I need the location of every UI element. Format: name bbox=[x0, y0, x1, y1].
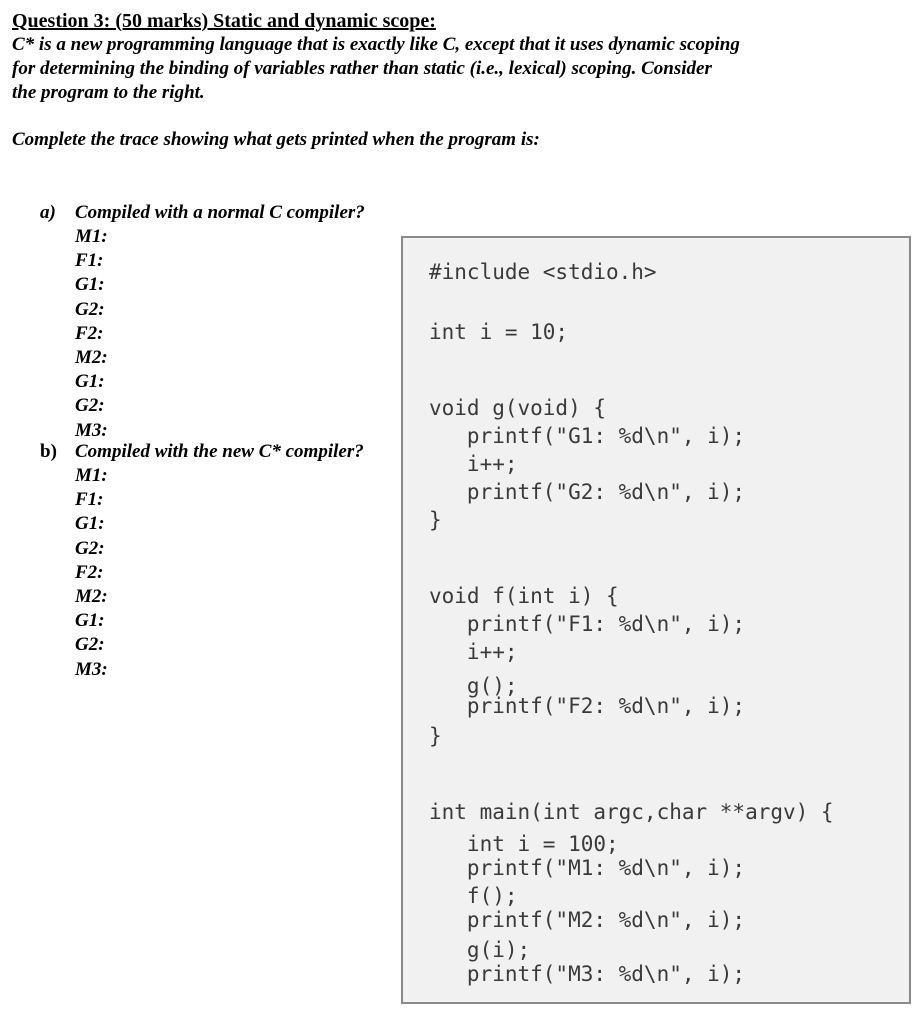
code-line: int i = 100; bbox=[429, 832, 619, 856]
code-line-g-signature: void g(void) { bbox=[429, 396, 607, 420]
part-a-label: Compiled with a normal C compiler? bbox=[75, 202, 365, 223]
trace-line: M2: bbox=[75, 347, 108, 369]
trace-line: F2: bbox=[75, 322, 104, 344]
code-line: printf("M3: %d\n", i); bbox=[429, 962, 746, 986]
trace-line: G1: bbox=[75, 513, 105, 535]
code-line: i++; bbox=[429, 640, 518, 664]
trace-line: M2: bbox=[75, 586, 108, 608]
code-line: f(); bbox=[429, 884, 518, 908]
code-line: printf("M1: %d\n", i); bbox=[429, 856, 746, 880]
code-line: i++; bbox=[429, 452, 518, 476]
trace-line: G1: bbox=[75, 274, 105, 296]
part-b-label: Compiled with the new C* compiler? bbox=[75, 441, 364, 462]
code-line-f-signature: void f(int i) { bbox=[429, 584, 619, 608]
question-title: Question 3: (50 marks) Static and dynamic scope: bbox=[12, 10, 436, 32]
code-line-main-signature: int main(int argc,char **argv) { bbox=[429, 800, 834, 824]
trace-line: G1: bbox=[75, 371, 105, 393]
part-b-letter: b) bbox=[40, 441, 57, 462]
trace-line: M1: bbox=[75, 465, 108, 486]
intro-line: C* is a new programming language that is exactly like C, except that it uses dynamic scoping bbox=[12, 34, 740, 55]
code-line-include: #include <stdio.h> bbox=[429, 260, 657, 284]
question-prompt: Complete the trace showing what gets printed when the program is: bbox=[12, 129, 540, 150]
question-intro bbox=[12, 33, 892, 105]
trace-line: F2: bbox=[75, 561, 104, 583]
code-line: printf("G2: %d\n", i); bbox=[429, 480, 746, 504]
trace-line: G2: bbox=[75, 395, 105, 417]
intro-line: the program to the right. bbox=[12, 82, 205, 103]
code-line-close-brace: } bbox=[429, 508, 442, 532]
trace-line: F1: bbox=[75, 489, 104, 511]
code-line-global-i: int i = 10; bbox=[429, 320, 569, 344]
code-line: g(); bbox=[429, 674, 518, 698]
trace-line: F1: bbox=[75, 250, 104, 272]
code-line-close-brace: } bbox=[429, 724, 442, 748]
trace-line: M3: bbox=[75, 419, 108, 441]
part-a-letter: a) bbox=[40, 202, 56, 223]
part-b-heading bbox=[40, 440, 364, 464]
trace-line: G2: bbox=[75, 634, 105, 656]
intro-line: for determining the binding of variables rather than static (i.e., lexical) scoping. Consider bbox=[12, 58, 712, 79]
code-line: printf("M2: %d\n", i); bbox=[429, 908, 746, 932]
trace-line: M3: bbox=[75, 658, 108, 680]
trace-line: M1: bbox=[75, 226, 108, 247]
trace-line: G1: bbox=[75, 610, 105, 632]
part-b-trace-list bbox=[75, 464, 108, 682]
trace-line: G2: bbox=[75, 537, 105, 559]
part-a-trace-list bbox=[75, 225, 108, 443]
code-line: g(i); bbox=[429, 938, 531, 962]
code-line: printf("G1: %d\n", i); bbox=[429, 424, 746, 448]
code-listing bbox=[401, 236, 911, 1004]
code-line: printf("F1: %d\n", i); bbox=[429, 612, 746, 636]
part-a-heading bbox=[40, 201, 365, 225]
code-line: printf("F2: %d\n", i); bbox=[429, 694, 746, 718]
trace-line: G2: bbox=[75, 298, 105, 320]
